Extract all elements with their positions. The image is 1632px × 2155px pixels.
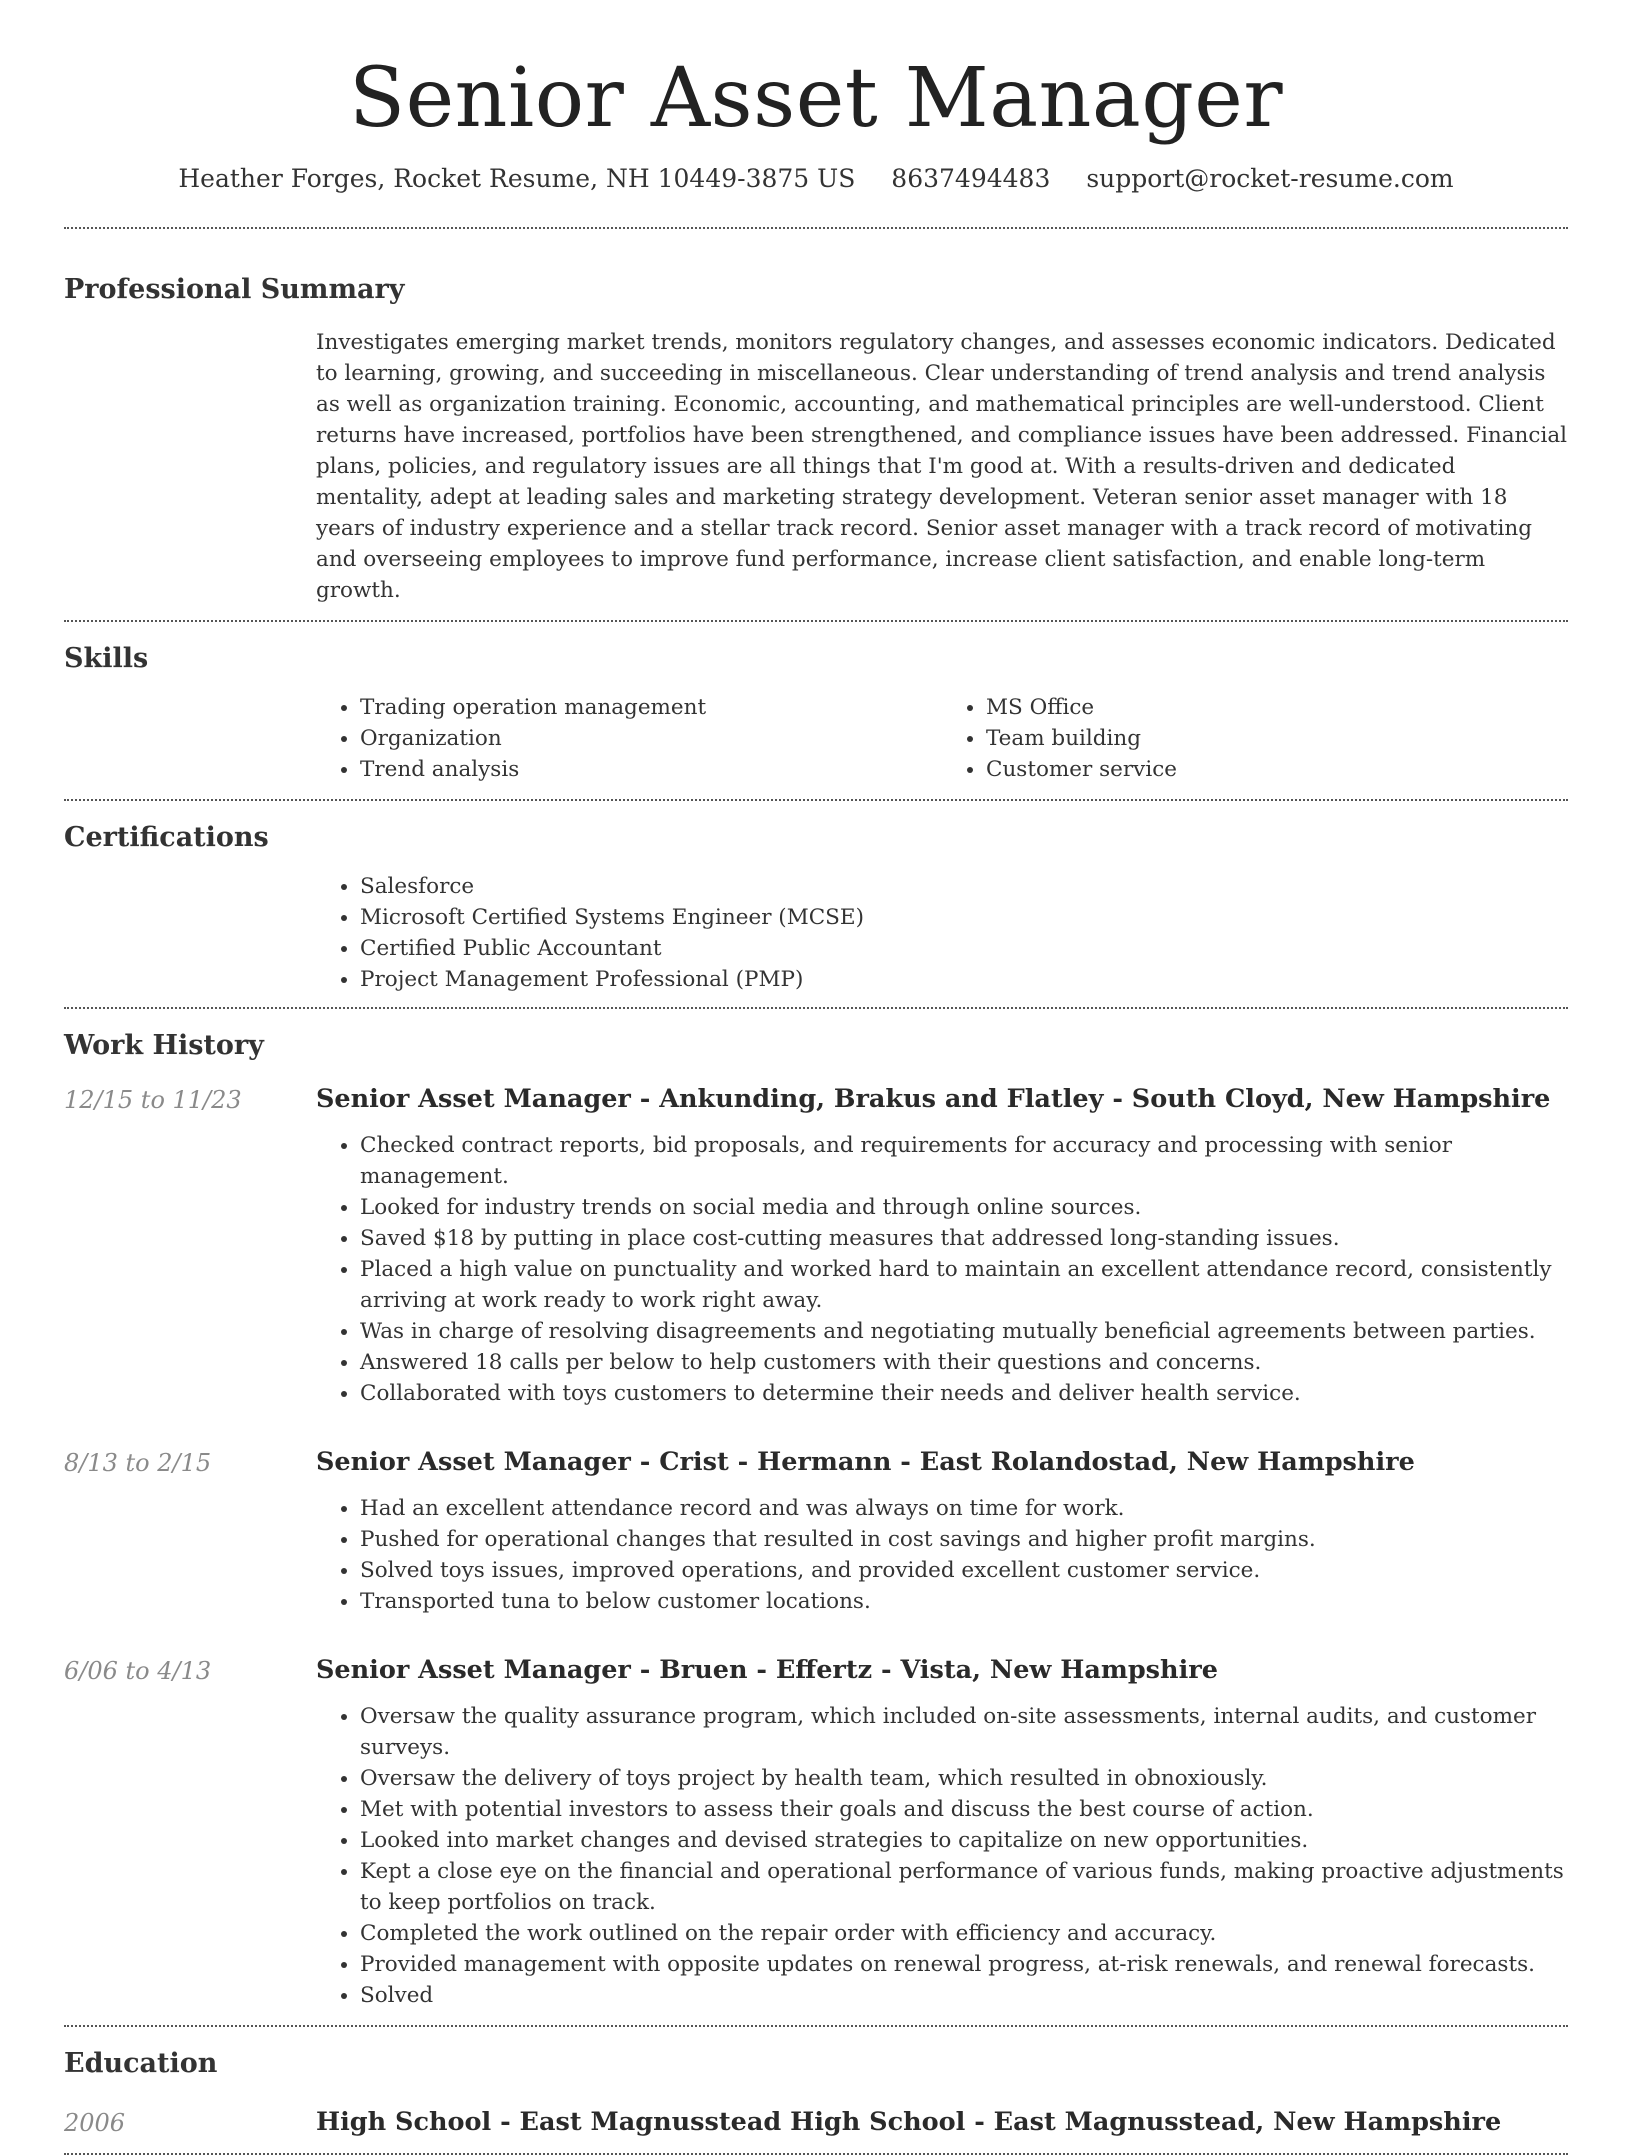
section-work-history [64, 1009, 1568, 2026]
job-bullet: • Completed the work outlined on the repair order with efficiency and accuracy. [360, 1918, 1568, 1949]
job-details [316, 1082, 1568, 1409]
job-bullet: • Oversaw the quality assurance program, which included on-site assessments, internal audits, and customer surveys. [360, 1701, 1568, 1763]
job-bullet: • Checked contract reports, bid proposals, and requirements for accuracy and processing with senior management. [360, 1130, 1568, 1192]
job-date: 8/13 to 2/15 [64, 1449, 212, 1478]
job-bullets [316, 1130, 1568, 1409]
skill-item: • Trading operation management [360, 692, 942, 723]
section-title-work: Work History [64, 1029, 264, 1061]
job-entry [64, 1082, 1568, 1409]
job-bullet: • Provided management with opposite updates on renewal progress, at-risk renewals, and renewal forecasts. [360, 1949, 1568, 1980]
section-title-skills: Skills [64, 643, 149, 675]
summary-text: Investigates emerging market trends, monitors regulatory changes, and assesses economic indicators. Dedicated to learning, growing, and succeeding in miscellaneous. Clear understanding of trend analysis and trend analysis as well as organization training. Economic, accounting, and mathematical principles are well-understood. Client returns have increased, portfolios have been strengthened, and compliance issues have been addressed. Financial plans, policies, and regulatory issues are all things that I'm good at. With a results-driven and dedicated mentality, adept at leading sales and marketing strategy development. Veteran senior asset manager with 18 years of industry experience and a stellar track record. Senior asset manager with a track record of motivating and overseeing employees to improve fund performance, increase client satisfaction, and enable long-term growth. [316, 330, 1568, 604]
education-title: High School - East Magnusstead High School - East Magnusstead, New Hampshire [316, 2107, 1502, 2138]
job-entry [64, 1653, 1568, 2025]
skills-columns [316, 678, 1568, 799]
job-entry [64, 1445, 1568, 1617]
skill-item: • MS Office [986, 692, 1568, 723]
job-title: Senior Asset Manager - Bruen - Effertz - Vista, New Hampshire [316, 1655, 1218, 1686]
job-bullet: • Looked into market changes and devised strategies to capitalize on new opportunities. [360, 1825, 1568, 1856]
skills-list-left [316, 692, 942, 785]
education-details [316, 2105, 1568, 2139]
skills-list-right [942, 692, 1568, 785]
skill-item: • Customer service [986, 754, 1568, 785]
skill-item: • Organization [360, 723, 942, 754]
certification-item: • Microsoft Certified Systems Engineer (MCSE) [360, 902, 1568, 933]
certification-item: • Salesforce [360, 871, 1568, 902]
skill-item: • Trend analysis [360, 754, 942, 785]
education-date: 2006 [64, 2109, 126, 2138]
section-certifications [64, 801, 1568, 1007]
section-title-certifications: Certifications [64, 821, 269, 853]
resume-title: Senior Asset Manager [348, 51, 1284, 146]
job-bullet: • Saved $18 by putting in place cost-cutting measures that addressed long-standing issues. [360, 1223, 1568, 1254]
job-bullet: • Met with potential investors to assess their goals and discuss the best course of action. [360, 1794, 1568, 1825]
job-bullet: • Solved toys issues, improved operations, and provided excellent customer service. [360, 1555, 1568, 1586]
section-education [64, 2027, 1568, 2153]
job-bullets [316, 1701, 1568, 2011]
job-bullets [316, 1493, 1568, 1617]
contact-email: support@rocket-resume.com [1086, 164, 1454, 194]
certifications-list [316, 871, 1568, 995]
job-bullet: • Looked for industry trends on social media and through online sources. [360, 1192, 1568, 1223]
job-date: 12/15 to 11/23 [64, 1086, 242, 1115]
section-summary [64, 229, 1568, 606]
job-details [316, 1445, 1568, 1617]
education-entry [64, 2105, 1568, 2153]
certification-item: • Certified Public Accountant [360, 933, 1568, 964]
job-bullet: • Solved [360, 1980, 1568, 2011]
job-title: Senior Asset Manager - Crist - Hermann - East Rolandostad, New Hampshire [316, 1447, 1415, 1478]
job-bullet: • Collaborated with toys customers to determine their needs and deliver health service. [360, 1378, 1568, 1409]
job-details [316, 1653, 1568, 2011]
section-skills [64, 622, 1568, 799]
job-bullet: • Transported tuna to below customer locations. [360, 1586, 1568, 1617]
job-bullet: • Kept a close eye on the financial and operational performance of various funds, making proactive adjustments to keep portfolios on track. [360, 1856, 1568, 1918]
contact-phone: 8637494483 [891, 164, 1051, 194]
skill-item: • Team building [986, 723, 1568, 754]
certification-item: • Project Management Professional (PMP) [360, 964, 1568, 995]
job-date: 6/06 to 4/13 [64, 1657, 212, 1686]
section-title-summary: Professional Summary [64, 274, 405, 306]
job-bullet: • Pushed for operational changes that resulted in cost savings and higher profit margins. [360, 1524, 1568, 1555]
job-bullet: • Placed a high value on punctuality and worked hard to maintain an excellent attendance record, consistently arriving at work ready to work right away. [360, 1254, 1568, 1316]
contact-line [64, 164, 1568, 193]
job-bullet: • Was in charge of resolving disagreements and negotiating mutually beneficial agreements between parties. [360, 1316, 1568, 1347]
section-title-education: Education [64, 2048, 218, 2080]
contact-address: Heather Forges, Rocket Resume, NH 10449-3875 US [178, 164, 856, 194]
job-title: Senior Asset Manager - Ankunding, Brakus and Flatley - South Cloyd, New Hampshire [316, 1084, 1551, 1115]
certifications-body [316, 857, 1568, 1007]
job-bullet: • Had an excellent attendance record and was always on time for work. [360, 1493, 1568, 1524]
job-bullet: • Oversaw the delivery of toys project by health team, which resulted in obnoxiously. [360, 1763, 1568, 1794]
job-bullet: • Answered 18 calls per below to help customers with their questions and concerns. [360, 1347, 1568, 1378]
